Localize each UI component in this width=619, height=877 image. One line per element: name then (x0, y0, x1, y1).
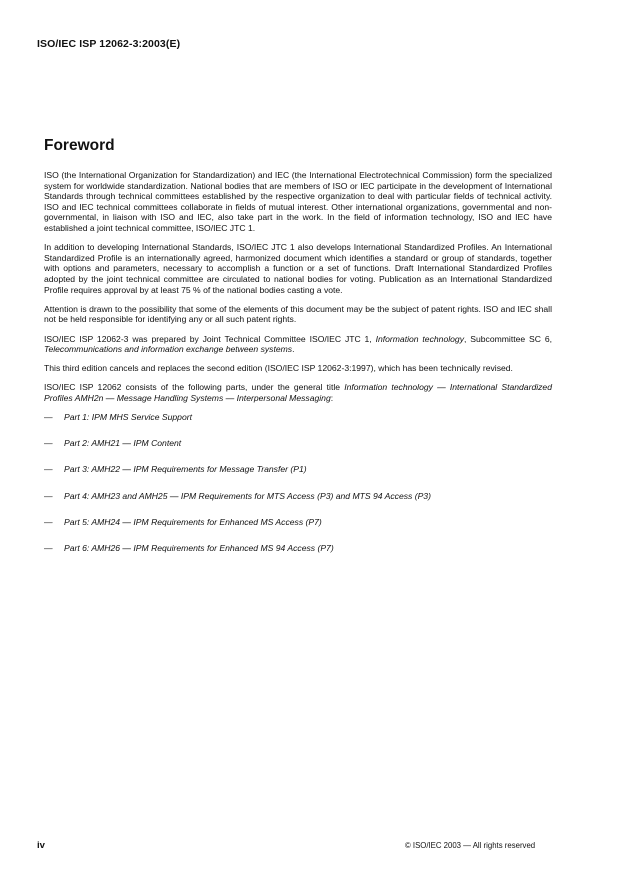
part-title: Part 5: AMH24 — IPM Requirements for Enhanced MS Access (P7) (64, 516, 322, 527)
part-title: Part 2: AMH21 — IPM Content (64, 438, 182, 449)
colon: : (330, 393, 334, 404)
paragraph-parts-intro (44, 382, 552, 403)
period: . (292, 344, 295, 355)
dash-bullet: — (44, 438, 53, 449)
dash-bullet: — (44, 516, 53, 527)
parts-intro-text: ISO/IEC ISP 12062 consists of the following parts, under the general title (44, 382, 345, 393)
parts-list (44, 412, 552, 553)
copyright-notice: © ISO/IEC 2003 — All rights reserved (405, 841, 536, 850)
paragraph-organizations: ISO (the International Organization for Standardization) and IEC (the International Electrotechnical Commission) form the specialized system for worldwide standardization. National bodies that are members of ISO or IEC participate in the development of International Standards through technical committees established by the respective organization to deal with particular fields of technical activity. ISO and IEC technical committees collaborate in fields of mutual interest. Other international organizations, governmental and non-governmental, in liaison with ISO and IEC, also take part in the work. In the field of information technology, ISO and IEC have established a joint technical committee, ISO/IEC JTC 1. (44, 170, 552, 233)
dash-bullet: — (44, 542, 53, 553)
paragraph-edition: This third edition cancels and replaces the second edition (ISO/IEC ISP 12062-3:1997), which has been technically revised. (44, 363, 513, 374)
section-title: Foreword (44, 137, 115, 154)
subcommittee-text: , Subcommittee SC 6, (464, 333, 552, 344)
part-title: Part 4: AMH23 and AMH25 — IPM Requirements for MTS Access (P3) and MTS 94 Access (P3) (64, 490, 431, 501)
document-identifier: ISO/IEC ISP 12062-3:2003(E) (37, 38, 181, 50)
list-item (44, 438, 552, 449)
list-item (44, 517, 552, 528)
part-title: Part 6: AMH26 — IPM Requirements for Enhanced MS 94 Access (P7) (64, 542, 334, 553)
list-item (44, 464, 552, 475)
paragraph-patent: Attention is drawn to the possibility that some of the elements of this document may be the subject of patent rights. ISO and IEC shall not be held responsible for identifying any or all such patent rights. (44, 303, 552, 325)
subcommittee-title: Telecommunications and information exchange between systems (44, 344, 293, 355)
paragraph-isp: In addition to developing International Standards, ISO/IEC JTC 1 also develops International Standardized Profiles. An International Standardized Profile is an internationally agreed, harmonized document which identifies a standard or group of standards, together with options and parameters, necessary to accomplish a function or a set of functions. Draft International Standardized Profiles adopted by the joint technical committee are circulated to national bodies for voting. Publication as an International Standardized Profile requires approval by at least 75 % of the national bodies casting a vote. (44, 242, 552, 295)
part-title: Part 3: AMH22 — IPM Requirements for Message Transfer (P1) (64, 464, 307, 475)
list-item (44, 491, 552, 502)
paragraph-prepared-by (44, 334, 552, 355)
list-item (44, 412, 552, 423)
foreword-body (44, 170, 552, 569)
prepared-by-text: ISO/IEC ISP 12062-3 was prepared by Joint Technical Committee ISO/IEC JTC 1, (44, 333, 376, 344)
committee-title: Information technology (375, 333, 464, 344)
part-title: Part 1: IPM MHS Service Support (64, 412, 192, 423)
general-title: Information technology — International Standardized Profiles AMH2n — Message Handling Systems — Interpersonal Messaging (44, 382, 552, 404)
list-item (44, 543, 552, 554)
dash-bullet: — (44, 464, 53, 475)
page-number: iv (37, 840, 45, 851)
dash-bullet: — (44, 412, 53, 423)
dash-bullet: — (44, 490, 53, 501)
